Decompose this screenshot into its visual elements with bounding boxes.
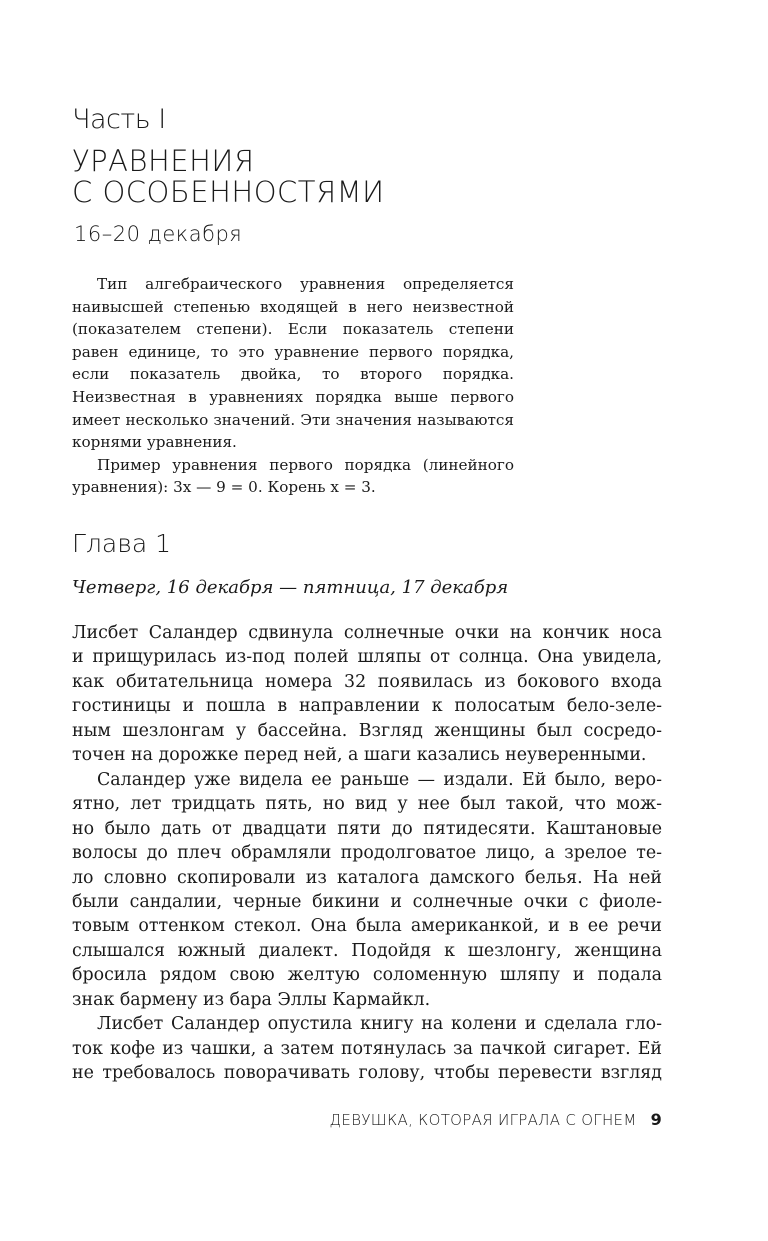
chapter-dates: Четверг, 16 декабря — пятница, 17 декабря	[72, 577, 509, 598]
part-title-line: УРАВНЕНИЯ	[72, 144, 255, 178]
epigraph-paragraph: Пример уравнения первого порядка (линейного уравнения): 3x — 9 = 0. Корень x = 3.	[72, 455, 514, 497]
part-dates: 16–20 декабря	[74, 222, 243, 246]
chapter-title: Глава 1	[72, 529, 172, 558]
body-line: ятно, лет тридцать пять, но вид у нее был такой, что мож-	[72, 794, 662, 815]
body-line: не требовалось поворачивать голову, чтобы перевести взгляд	[72, 1063, 662, 1084]
epigraph-paragraph: Тип алгебраического уравнения определяется наивысшей степенью входящей в него неизвестной (показателем степени). Если показатель степени равен единице, то это уравнение первого порядка, если показатель двойка, то второго порядка. Неизвестная в уравнениях порядка выше первого имеет несколько значений. Эти значения называются корнями уравнения.	[72, 275, 514, 452]
body-line: и прищурилась из-под полей шляпы от солнца. Она увидела,	[72, 647, 662, 668]
body-line: Саландер уже видела ее раньше — издали. Ей было, веро-	[97, 769, 662, 790]
epigraph	[72, 273, 514, 499]
body-line: ток кофе из чашки, а затем потянулась за пачкой сигарет. Ей	[72, 1038, 662, 1059]
book-page	[72, 0, 662, 1241]
body-line: бросила рядом свою желтую соломенную шляпу и подала	[72, 965, 662, 986]
body-line: как обитательница номера 32 появилась из бокового входа	[72, 671, 662, 692]
body-line: ло словно скопировали из каталога дамского белья. На ней	[72, 867, 662, 888]
part-title-line: С ОСОБЕННОСТЯМИ	[72, 175, 385, 209]
body-line: были сандалии, черные бикини и солнечные очки с фиоле-	[72, 891, 662, 912]
page-footer	[329, 1110, 662, 1129]
body-line: товым оттенком стекол. Она была американкой, и в ее речи	[72, 916, 662, 937]
part-label: Часть I	[72, 104, 166, 135]
body-line: но было дать от двадцати пяти до пятидесяти. Каштановые	[72, 818, 662, 839]
body-line: Лисбет Саландер сдвинула солнечные очки на кончик носа	[72, 623, 662, 643]
chapter-body	[72, 621, 662, 1086]
body-line: слышался южный диалект. Подойдя к шезлонгу, женщина	[72, 940, 662, 961]
body-line: Лисбет Саландер опустила книгу на колени и сделала гло-	[97, 1014, 662, 1035]
body-line: точен на дорожке перед ней, а шаги казались неуверенными.	[72, 745, 647, 766]
page-number: 9	[650, 1110, 662, 1129]
part-title	[72, 146, 385, 208]
body-line: волосы до плеч обрамляли продолговатое лицо, а зрелое те-	[72, 843, 662, 864]
running-title: ДЕВУШКА, КОТОРАЯ ИГРАЛА С ОГНЕМ	[329, 1111, 637, 1129]
body-line: гостиницы и пошла в направлении к полосатым бело-зеле-	[72, 696, 662, 717]
body-line: знак бармену из бара Эллы Кармайкл.	[72, 989, 431, 1010]
body-line: ным шезлонгам у бассейна. Взгляд женщины был сосредо-	[72, 720, 662, 741]
